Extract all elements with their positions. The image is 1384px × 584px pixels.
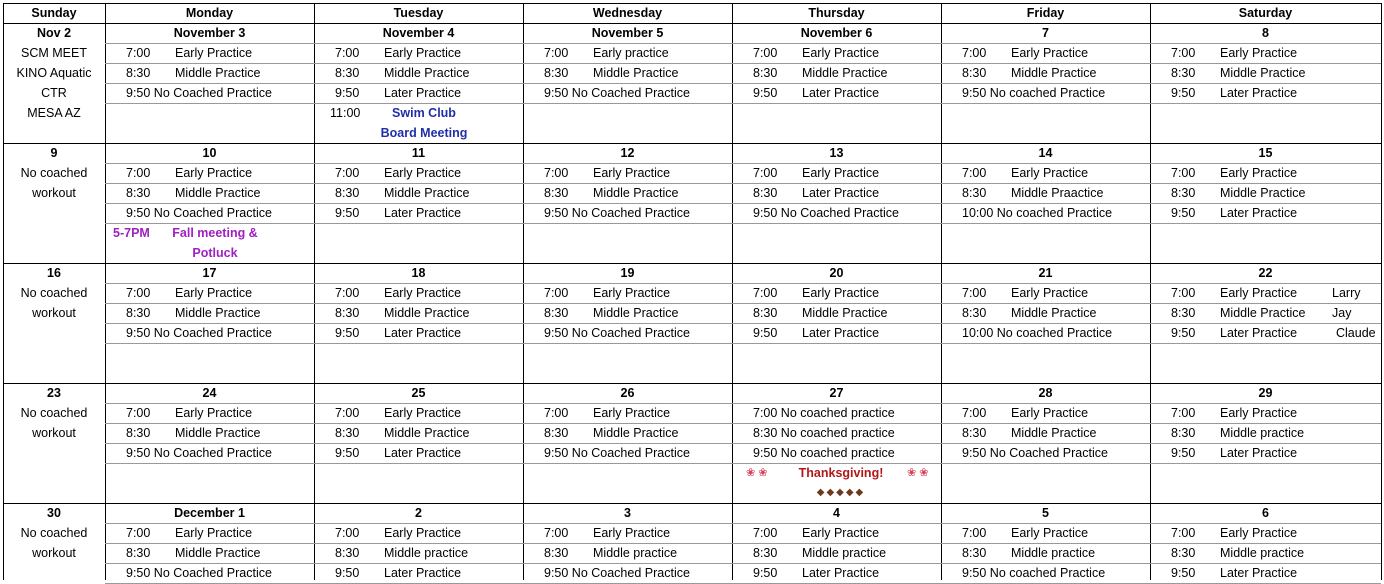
practice-time: 7:00 [962, 286, 987, 300]
practice-time: 9:50 [1171, 86, 1196, 100]
day-date: 12 [620, 146, 635, 160]
practice-time: 7:00 [126, 286, 151, 300]
practice-name: Later Practice [1220, 326, 1298, 340]
practice-name: Later Practice [1220, 446, 1298, 460]
day-date: 19 [620, 266, 635, 280]
practice-time: 7:00 [335, 46, 360, 60]
practice-time: 10:00 No coached Practice [962, 206, 1113, 220]
coach-name: Claude [1336, 326, 1376, 340]
event-title: Potluck [192, 246, 238, 260]
column-divider [732, 3, 733, 580]
practice-time: 8:30 [544, 66, 569, 80]
column-divider [314, 3, 315, 580]
practice-time: 9:50 [1171, 446, 1196, 460]
practice-time: 9:50 No coached Practice [962, 86, 1106, 100]
practice-name: Middle practice [1220, 546, 1305, 560]
row-divider [105, 223, 1381, 224]
practice-name: Middle Practice [384, 186, 470, 200]
day-header-saturday: Saturday [1238, 6, 1293, 20]
holiday-title: Thanksgiving! [798, 466, 884, 480]
practice-name: Middle practice [1220, 426, 1305, 440]
practice-time: 8:30 [753, 186, 778, 200]
practice-time: 8:30 [335, 66, 360, 80]
practice-name: Early Practice [175, 46, 253, 60]
practice-time: 7:00 [544, 166, 569, 180]
practice-name: Middle Practice [384, 66, 470, 80]
practice-name: Middle Practice [1011, 426, 1097, 440]
practice-name: Early Practice [593, 526, 671, 540]
practice-name: Early Practice [175, 526, 253, 540]
practice-time: 7:00 [335, 286, 360, 300]
practice-name: Early Practice [593, 166, 671, 180]
practice-time: 8:30 [126, 186, 151, 200]
practice-name: Early Practice [1011, 406, 1089, 420]
practice-time: 7:00 [335, 166, 360, 180]
practice-time: 7:00 [544, 46, 569, 60]
column-divider [1150, 3, 1151, 580]
practice-time: 9:50 No Coached Practice [126, 566, 272, 580]
day-header-friday: Friday [1026, 6, 1065, 20]
sunday-note: CTR [41, 86, 67, 100]
day-date: 13 [829, 146, 844, 160]
practice-name: Middle practice [802, 546, 887, 560]
practice-name: Early Practice [802, 526, 880, 540]
day-date: 3 [624, 506, 631, 520]
practice-name: Early Practice [593, 286, 671, 300]
practice-time: 7:00 [335, 406, 360, 420]
day-date: 18 [411, 266, 426, 280]
practice-time: 8:30 [962, 306, 987, 320]
practice-name: Middle Praactice [1011, 186, 1104, 200]
practice-time: 9:50 No Coached Practice [126, 206, 272, 220]
practice-name: Middle Practice [175, 306, 261, 320]
practice-time: 8:30 [544, 306, 569, 320]
practice-name: Middle Practice [1011, 306, 1097, 320]
practice-name: Later Practice [384, 206, 462, 220]
practice-name: Early Practice [384, 166, 462, 180]
sunday-note: No coached [20, 286, 88, 300]
practice-time: 9:50 No Coached Practice [544, 206, 690, 220]
practice-name: Middle practice [384, 546, 469, 560]
practice-name: Early Practice [384, 406, 462, 420]
practice-time: 9:50 [335, 326, 360, 340]
practice-name: Later Practice [802, 326, 880, 340]
day-date: 4 [833, 506, 840, 520]
practice-time: 9:50 [1171, 566, 1196, 580]
day-date: 24 [202, 386, 217, 400]
practice-time: 8:30 [753, 66, 778, 80]
maple-leaf-icon: ❀ ❀ [907, 467, 929, 479]
column-divider [523, 3, 524, 580]
practice-time: 7:00 [753, 526, 778, 540]
practice-name: Early Practice [1220, 286, 1298, 300]
practice-time: 9:50 No Coached Practice [544, 326, 690, 340]
practice-name: Later Practice [384, 566, 462, 580]
practice-name: Early Practice [384, 526, 462, 540]
day-date: 15 [1258, 146, 1273, 160]
sunday-date: Nov 2 [36, 26, 72, 40]
practice-name: Early Practice [1011, 286, 1089, 300]
sunday-date: 9 [50, 146, 58, 160]
sunday-note: MESA AZ [27, 106, 81, 120]
day-date: 27 [829, 386, 844, 400]
practice-time: 7:00 [544, 406, 569, 420]
practice-time: 9:50 [753, 566, 778, 580]
practice-time: 8:30 [1171, 66, 1196, 80]
practice-time: 8:30 [335, 186, 360, 200]
practice-name: Middle practice [593, 546, 678, 560]
practice-time: 9:50 No Coached Practice [126, 446, 272, 460]
sunday-note: workout [32, 426, 76, 440]
day-date: November 6 [800, 26, 873, 40]
practice-time: 8:30 [1171, 546, 1196, 560]
practice-time: 7:00 [962, 526, 987, 540]
practice-time: 8:30 [126, 66, 151, 80]
practice-name: Early Practice [175, 286, 253, 300]
practice-time: 9:50 [753, 86, 778, 100]
practice-name: Middle Practice [593, 426, 679, 440]
practice-name: Early Practice [1011, 526, 1089, 540]
practice-name: Middle Practice [593, 66, 679, 80]
practice-time: 7:00 [126, 46, 151, 60]
row-divider [105, 463, 1381, 464]
practice-name: Early Practice [1220, 46, 1298, 60]
practice-time: 7:00 [544, 286, 569, 300]
practice-name: Later Practice [1220, 86, 1298, 100]
practice-name: Middle Practice [175, 66, 261, 80]
practice-name: Later Practice [802, 566, 880, 580]
coach-name: Jay [1332, 306, 1352, 320]
practice-name: Early Practice [802, 286, 880, 300]
practice-name: Middle practice [1011, 546, 1096, 560]
practice-name: Middle Practice [593, 186, 679, 200]
practice-time: 8:30 [126, 546, 151, 560]
practice-time: 8:30 [753, 546, 778, 560]
practice-name: Middle Practice [593, 306, 679, 320]
practice-time: 10:00 No coached Practice [962, 326, 1113, 340]
practice-name: Later Practice [1220, 566, 1298, 580]
sunday-date: 16 [47, 266, 61, 280]
sunday-note: workout [32, 306, 76, 320]
practice-time: 9:50 [753, 326, 778, 340]
practice-time: 8:30 [544, 186, 569, 200]
day-date: November 5 [591, 26, 664, 40]
practice-time: 7:00 [753, 166, 778, 180]
practice-time: 8:30 [1171, 426, 1196, 440]
practice-name: Middle Practice [802, 306, 888, 320]
practice-time: 8:30 [753, 306, 778, 320]
practice-time: 7:00 [753, 46, 778, 60]
sunday-date: 23 [47, 386, 61, 400]
practice-name: Middle Practice [175, 546, 261, 560]
coach-name: Larry [1332, 286, 1361, 300]
practice-name: Middle Practice [1011, 66, 1097, 80]
practice-time: 7:00 [1171, 46, 1196, 60]
column-divider [105, 3, 106, 580]
row-divider [105, 103, 1381, 104]
practice-time: 9:50 No Coached Practice [544, 566, 690, 580]
practice-time: 9:50 [335, 86, 360, 100]
practice-name: Middle Practice [384, 426, 470, 440]
maple-leaf-icon: ❀ ❀ [746, 467, 768, 479]
day-date: 7 [1042, 26, 1049, 40]
practice-time: 7:00 [544, 526, 569, 540]
day-header-sunday: Sunday [31, 6, 77, 20]
practice-name: Early Practice [384, 286, 462, 300]
practice-name: Middle Practice [384, 306, 470, 320]
event-time: 5-7PM [113, 226, 150, 240]
practice-time: 9:50 [335, 446, 360, 460]
day-date: 17 [202, 266, 217, 280]
practice-time: 7:00 [1171, 166, 1196, 180]
event-title: Fall meeting & [172, 226, 258, 240]
practice-time: 7:00 [962, 166, 987, 180]
practice-time: 8:30 [962, 186, 987, 200]
day-date: 5 [1042, 506, 1049, 520]
practice-time: 8:30 [962, 66, 987, 80]
day-date: December 1 [174, 506, 245, 520]
turkey-icon: ◆◆◆◆◆ [816, 487, 866, 498]
practice-name: Early Practice [1220, 526, 1298, 540]
day-date: 8 [1262, 26, 1269, 40]
event-title: Board Meeting [380, 126, 468, 140]
sunday-note: No coached [20, 406, 88, 420]
practice-name: Early Practice [1011, 166, 1089, 180]
practice-name: Middle Practice [175, 186, 261, 200]
practice-time: 8:30 No coached practice [753, 426, 895, 440]
column-divider [941, 3, 942, 580]
day-date: 21 [1038, 266, 1053, 280]
day-date: November 3 [173, 26, 246, 40]
column-divider [3, 3, 4, 580]
practice-time: 9:50 No Coached Practice [753, 206, 899, 220]
day-date: 2 [415, 506, 422, 520]
practice-name: Early Practice [1011, 46, 1089, 60]
practice-name: Early practice [593, 46, 669, 60]
practice-time: 7:00 [753, 286, 778, 300]
practice-time: 9:50 No Coached Practice [544, 446, 690, 460]
practice-time: 9:50 No Coached Practice [126, 326, 272, 340]
practice-time: 7:00 [962, 406, 987, 420]
practice-name: Middle Practice [1220, 306, 1306, 320]
day-date: November 4 [382, 26, 455, 40]
practice-time: 8:30 [962, 426, 987, 440]
practice-time: 8:30 [1171, 306, 1196, 320]
practice-time: 7:00 No coached practice [753, 406, 895, 420]
day-header-thursday: Thursday [808, 6, 865, 20]
practice-name: Early Practice [1220, 406, 1298, 420]
practice-time: 8:30 [544, 426, 569, 440]
practice-time: 9:50 [335, 566, 360, 580]
practice-name: Middle Practice [1220, 186, 1306, 200]
practice-name: Early Practice [1220, 166, 1298, 180]
practice-time: 9:50 No Coached Practice [544, 86, 690, 100]
practice-name: Early Practice [802, 166, 880, 180]
practice-name: Later Practice [384, 326, 462, 340]
practice-name: Middle Practice [802, 66, 888, 80]
practice-time: 7:00 [1171, 286, 1196, 300]
practice-time: 9:50 No Coached Practice [126, 86, 272, 100]
practice-name: Early Practice [175, 406, 253, 420]
practice-time: 7:00 [1171, 526, 1196, 540]
day-date: 25 [411, 386, 426, 400]
day-date: 29 [1258, 386, 1273, 400]
practice-time: 8:30 [335, 426, 360, 440]
practice-time: 9:50 No coached practice [753, 446, 895, 460]
sunday-note: workout [32, 546, 76, 560]
practice-time: 8:30 [126, 306, 151, 320]
practice-time: 8:30 [335, 546, 360, 560]
practice-name: Early Practice [175, 166, 253, 180]
sunday-note: workout [32, 186, 76, 200]
practice-time: 8:30 [544, 546, 569, 560]
day-date: 20 [829, 266, 844, 280]
practice-time: 9:50 [335, 206, 360, 220]
column-divider [1381, 3, 1382, 580]
practice-time: 7:00 [962, 46, 987, 60]
sunday-note: KINO Aquatic [16, 66, 92, 80]
practice-name: Middle Practice [175, 426, 261, 440]
practice-name: Later Practice [802, 86, 880, 100]
practice-time: 9:50 [1171, 326, 1196, 340]
day-date: 10 [202, 146, 217, 160]
sunday-note: No coached [20, 526, 88, 540]
practice-name: Later Practice [802, 186, 880, 200]
practice-name: Later Practice [384, 86, 462, 100]
day-date: 6 [1262, 506, 1269, 520]
day-header-tuesday: Tuesday [393, 6, 444, 20]
practice-time: 8:30 [335, 306, 360, 320]
event-title: Swim Club [392, 106, 456, 120]
practice-name: Middle Practice [1220, 66, 1306, 80]
day-header-monday: Monday [185, 6, 234, 20]
practice-time: 7:00 [126, 166, 151, 180]
practice-time: 8:30 [126, 426, 151, 440]
sunday-note: No coached [20, 166, 88, 180]
event-time: 11:00 [330, 106, 361, 120]
sunday-note: SCM MEET [21, 46, 87, 60]
practice-time: 8:30 [962, 546, 987, 560]
day-header-wednesday: Wednesday [592, 6, 663, 20]
practice-time: 7:00 [126, 406, 151, 420]
row-divider [105, 343, 1381, 344]
practice-time: 9:50 No coached Practice [962, 566, 1106, 580]
practice-name: Early Practice [384, 46, 462, 60]
practice-time: 7:00 [126, 526, 151, 540]
practice-time: 7:00 [335, 526, 360, 540]
day-date: 14 [1038, 146, 1053, 160]
sunday-date: 30 [47, 506, 61, 520]
practice-time: 8:30 [1171, 186, 1196, 200]
day-date: 11 [411, 146, 426, 160]
practice-name: Early Practice [593, 406, 671, 420]
practice-name: Later Practice [1220, 206, 1298, 220]
practice-time: 9:50 No Coached Practice [962, 446, 1108, 460]
practice-name: Later Practice [384, 446, 462, 460]
practice-name: Early Practice [802, 46, 880, 60]
practice-time: 9:50 [1171, 206, 1196, 220]
practice-time: 7:00 [1171, 406, 1196, 420]
day-date: 28 [1038, 386, 1053, 400]
day-date: 26 [620, 386, 635, 400]
day-date: 22 [1258, 266, 1273, 280]
